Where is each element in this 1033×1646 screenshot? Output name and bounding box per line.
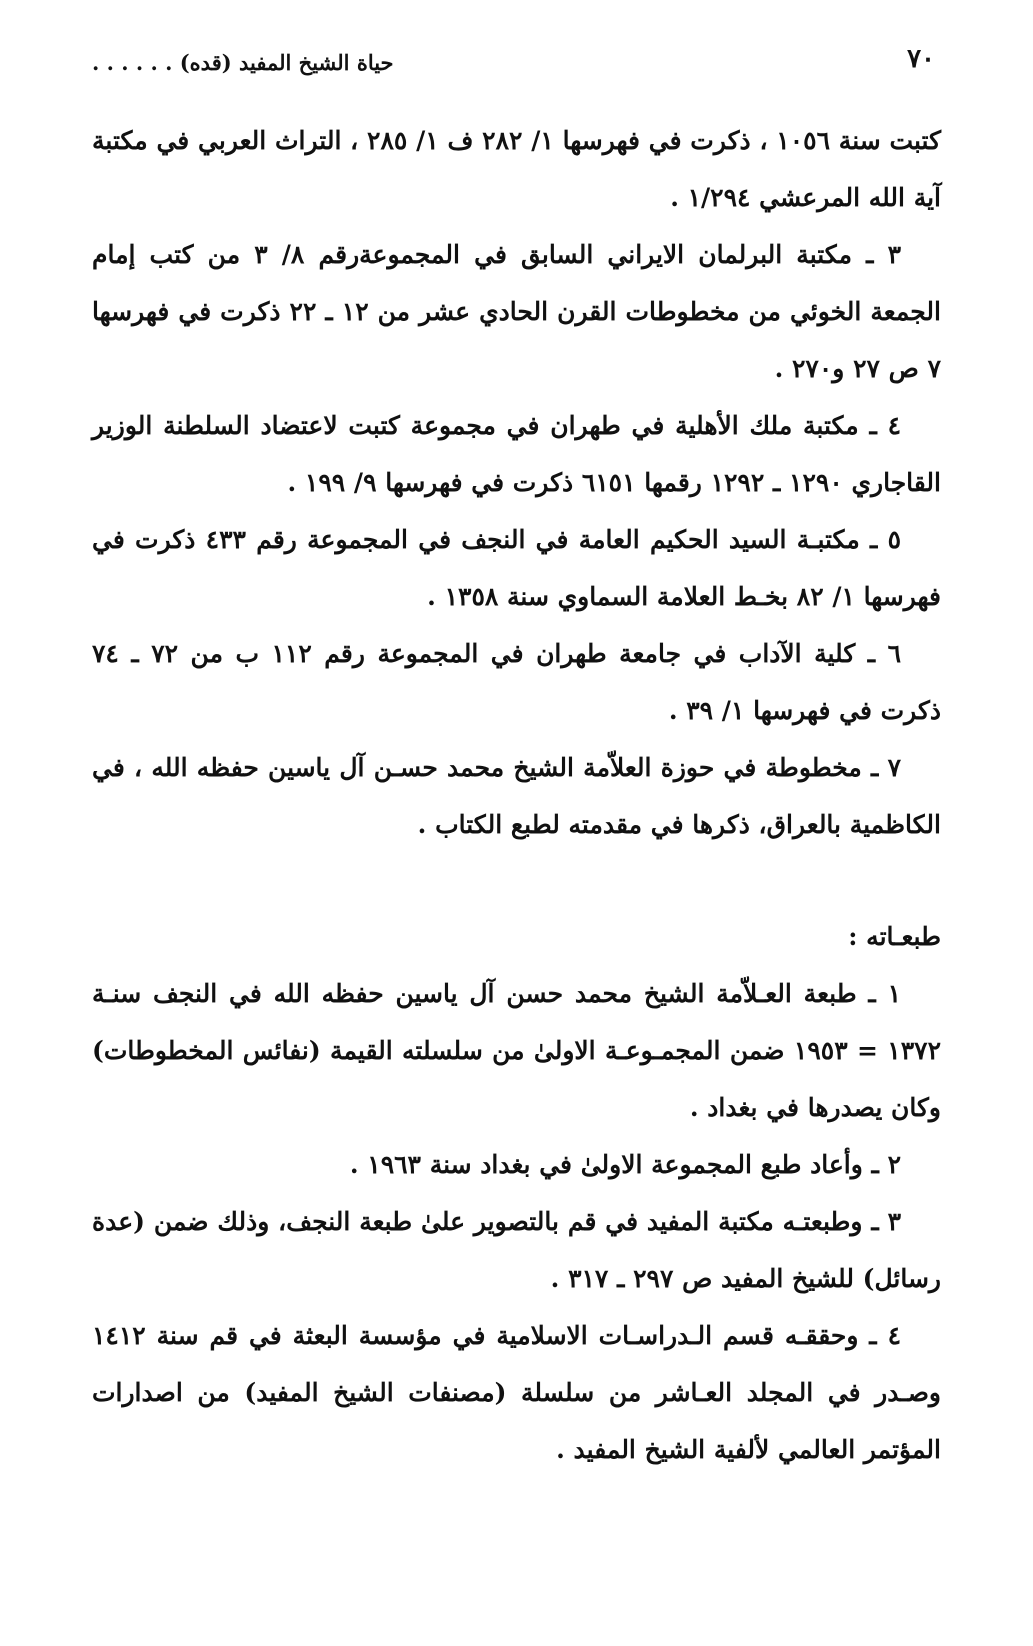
page-body (92, 112, 941, 1478)
manuscript-item-7: ٧ ـ مخطوطة في حوزة العلاّمة الشيخ محمد حسـن آل ياسين حفظه الله ، في الكاظمية بالعراق، ذكرها في مقدمته لطبع الكتاب . (92, 753, 941, 839)
edition-item-3: ٣ ـ وطبعتـه مكتبة المفيد في قم بالتصوير علىٰ طبعة النجف، وذلك ضمن (عدة رسائل) للشيخ المفيد ص ٢٩٧ ـ ٣١٧ . (92, 1207, 941, 1293)
editions-heading: طبعـاته : (848, 922, 941, 951)
manuscript-item-3: ٣ ـ مكتبة البرلمان الايراني السابق في المجموعةرقم ٨/ ٣ من كتب إمام الجمعة الخوئي من مخطوطات القرن الحادي عشر من ١٢ ـ ٢٢ ذكرت في فهرسها ٧ ص ٢٧ و٢٧٠ . (92, 240, 941, 383)
page-number: ٧٠ (907, 44, 935, 74)
edition-item-4: ٤ ـ وحققـه قسم الـدراسـات الاسلامية في مؤسسة البعثة في قم سنة ١٤١٢ وصـدر في المجلد العـاشر من سلسلة (مصنفات الشيخ المفيد) من اصدارات المؤتمر العالمي لألفية الشيخ المفيد . (92, 1321, 941, 1464)
section-spacer (92, 853, 941, 908)
manuscript-item-4: ٤ ـ مكتبة ملك الأهلية في طهران في مجموعة كتبت لاعتضاد السلطنة الوزير القاجاري ١٢٩٠ ـ ١٢٩٢ رقمها ٦١٥١ ذكرت في فهرسها ٩/ ١٩٩ . (92, 411, 941, 497)
page-header (92, 44, 941, 84)
intro-paragraph: كتبت سنة ١٠٥٦ ، ذكرت في فهرسها ١/ ٢٨٢ ف ١/ ٢٨٥ ، التراث العربي في مكتبة آية الله المرعشي ١/٢٩٤ . (92, 126, 942, 212)
manuscript-item-5: ٥ ـ مكتبـة السيد الحكيم العامة في النجف في المجموعة رقم ٤٣٣ ذكرت في فهرسها ١/ ٨٢ بخـط العلامة السماوي سنة ١٣٥٨ . (92, 525, 941, 611)
edition-item-2: ٢ ـ وأعاد طبع المجموعة الاولىٰ في بغداد سنة ١٩٦٣ . (349, 1150, 901, 1179)
manuscript-item-6: ٦ ـ كلية الآداب في جامعة طهران في المجموعة رقم ١١٢ ب من ٧٢ ـ ٧٤ ذكرت في فهرسها ١/ ٣٩ . (92, 639, 941, 725)
running-title: حياة الشيخ المفيد (قده) . . . . . . (92, 50, 394, 75)
edition-item-1: ١ ـ طبعة العـلاّمة الشيخ محمد حسن آل ياسين حفظه الله في النجف سنـة ١٣٧٢ = ١٩٥٣ ضمن المجمـوعـة الاولىٰ من سلسلته القيمة (نفائس المخطوطات) وكان يصدرها في بغداد . (92, 979, 942, 1122)
